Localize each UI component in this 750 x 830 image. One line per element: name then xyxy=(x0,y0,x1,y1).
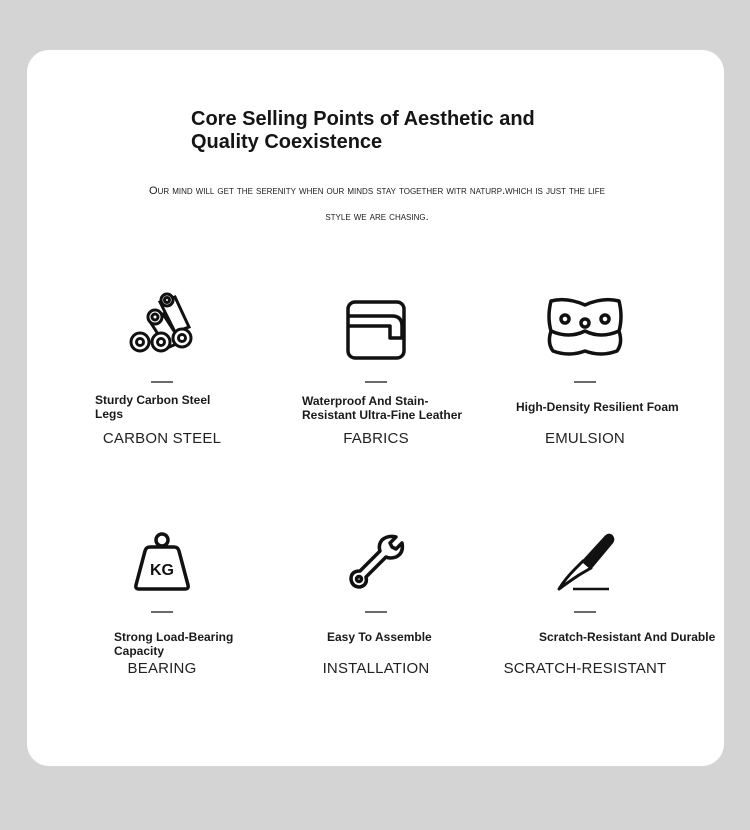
fabric-icon xyxy=(281,295,471,365)
feature-category: CARBON STEEL xyxy=(102,430,222,447)
feature-carbon-steel xyxy=(67,290,257,480)
feature-label: Sturdy Carbon Steel Legs xyxy=(95,393,211,421)
svg-text:KG: KG xyxy=(150,562,174,579)
feature-label: Easy To Assemble xyxy=(327,630,432,644)
feature-label: High-Density Resilient Foam xyxy=(516,400,679,414)
divider xyxy=(574,381,596,383)
feature-category: FABRICS xyxy=(343,430,409,447)
feature-bearing xyxy=(67,520,257,710)
kg-weight-icon xyxy=(67,527,257,597)
feature-category: INSTALLATION xyxy=(322,660,430,677)
divider xyxy=(365,611,387,613)
divider xyxy=(574,611,596,613)
feature-category: SCRATCH-RESISTANT xyxy=(503,660,667,677)
feature-category: BEARING xyxy=(127,660,197,677)
feature-installation xyxy=(281,520,471,710)
divider xyxy=(365,381,387,383)
feature-scratch-resistant xyxy=(490,520,716,710)
divider xyxy=(151,611,173,613)
page-title: Core Selling Points of Aesthetic and Quality Coexistence xyxy=(191,108,535,153)
divider xyxy=(151,381,173,383)
steel-tubes-icon xyxy=(67,290,257,360)
page-subtitle: Our mind will get the serenity when our minds stay together witr naturp.which is just the life style we are chasing. xyxy=(149,185,605,223)
scalpel-icon xyxy=(490,527,680,597)
feature-label: Waterproof And Stain-Resistant Ultra-Fine Leather xyxy=(302,394,463,422)
sponge-icon xyxy=(490,293,680,363)
feature-card xyxy=(27,50,724,766)
feature-category: EMULSION xyxy=(545,430,625,447)
feature-foam xyxy=(490,290,680,480)
wrench-icon xyxy=(281,526,471,596)
feature-label: Scratch-Resistant And Durable xyxy=(539,630,716,644)
feature-label: Strong Load-Bearing Capacity xyxy=(114,630,234,658)
feature-fabrics xyxy=(281,290,471,480)
